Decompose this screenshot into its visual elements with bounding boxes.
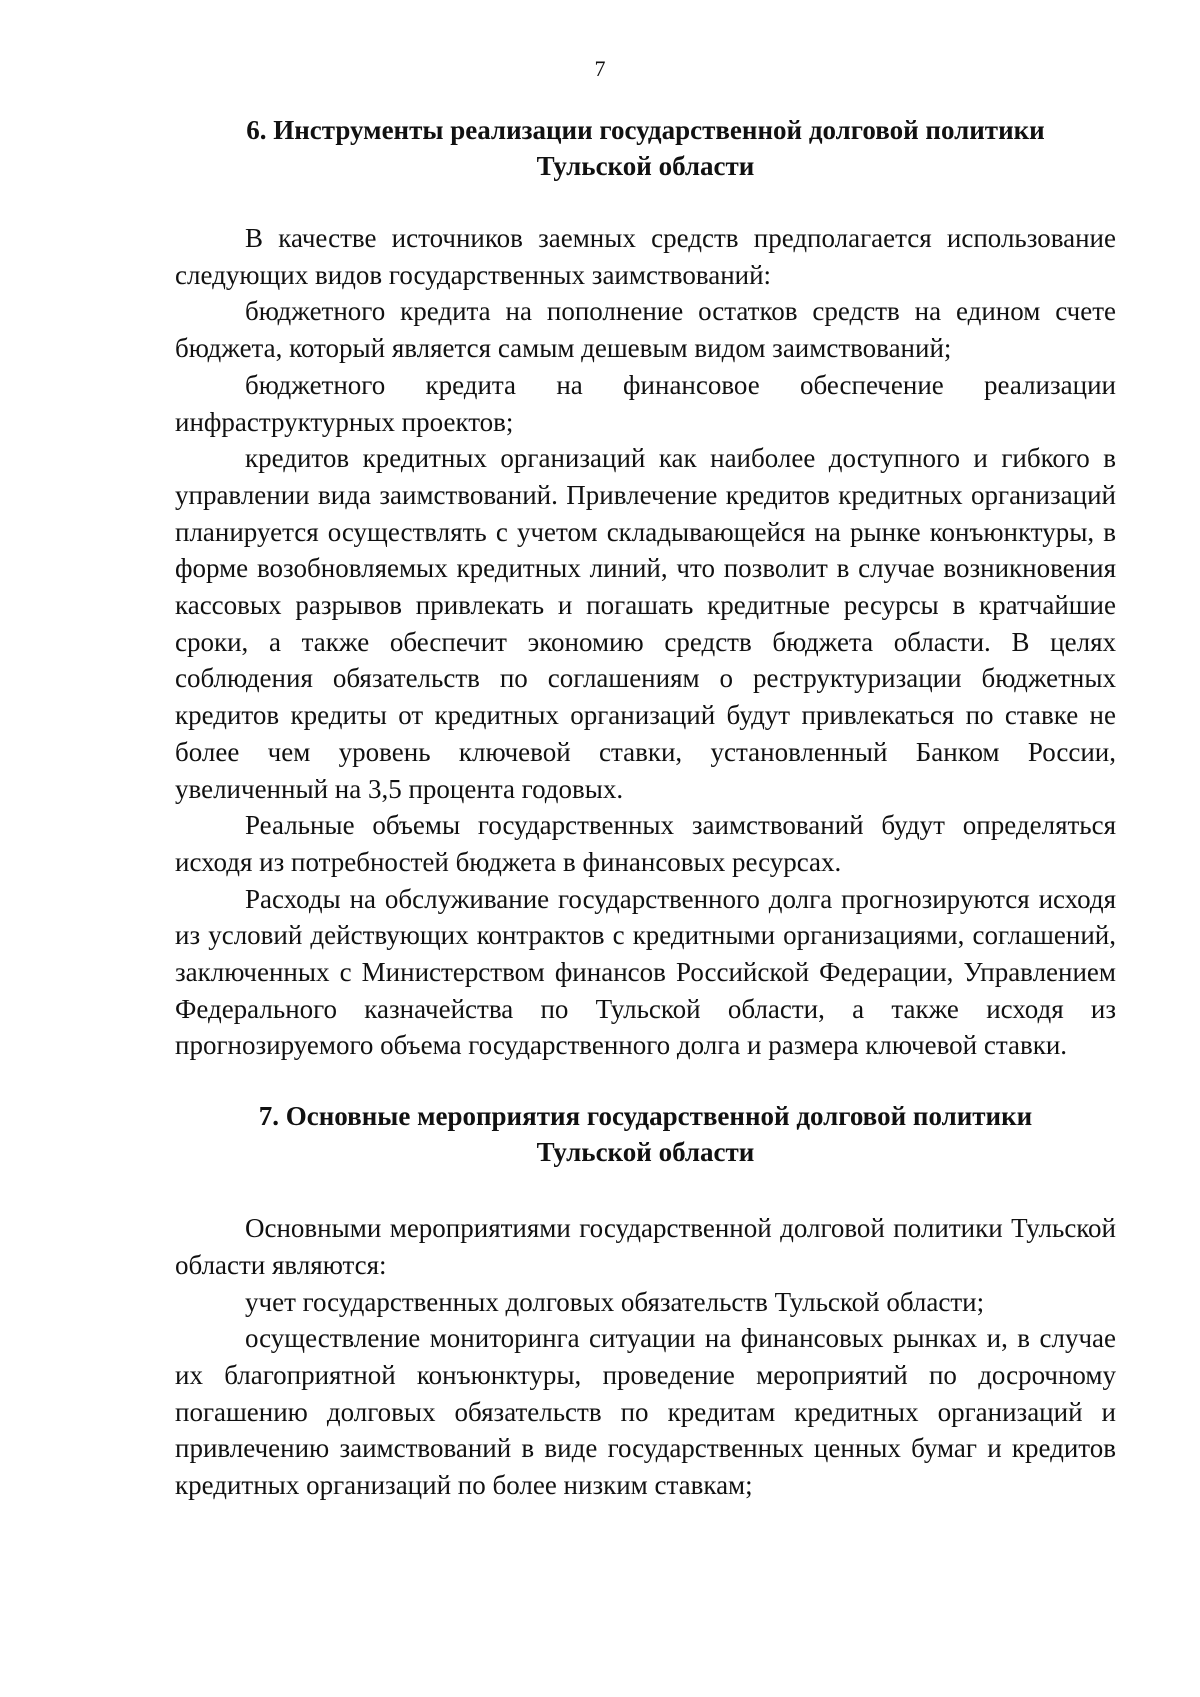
page-number: 7 — [594, 56, 606, 81]
section-7-paragraph: осуществление мониторинга ситуации на финансовых рынках и, в случае их благоприятной конъюнктуры, проведение мероприятий по досрочному погашению долговых обязательств по кредитам кредитных организаций и привлечению заимствований в виде государственных ценных бумаг и кредитов кредитных организаций по более низким ставкам; — [175, 1323, 1116, 1501]
section-7-paragraph: учет государственных долговых обязательств Тульской области; — [245, 1286, 985, 1317]
section-6-heading-line-2: Тульской области — [536, 151, 755, 181]
section-6-paragraph: бюджетного кредита на пополнение остатков средств на едином счете бюджета, который является самым дешевым видом заимствований; — [175, 296, 1116, 364]
section-6-paragraph: В качестве источников заемных средств предполагается использование следующих видов государственных заимствований: — [175, 223, 1116, 290]
document-body — [175, 112, 1116, 1504]
section-6-heading-line-1: 6. Инструменты реализации государственной долговой политики — [246, 115, 1045, 145]
section-6-paragraph: Расходы на обслуживание государственного долга прогнозируются исходя из условий действующих контрактов с кредитными организациями, соглашений, заключенных с Министерством финансов Российской Федерации, Управлением Федерального казначейства по Тульской области, а также исходя из прогнозируемого объема государственного долга и размера ключевой ставки. — [175, 883, 1116, 1061]
section-6-paragraph: Реальные объемы государственных заимствований будут определяться исходя из потребностей бюджета в финансовых ресурсах. — [175, 810, 1116, 877]
section-6-paragraph: кредитов кредитных организаций как наиболее доступного и гибкого в управлении вида заимствований. Привлечение кредитов кредитных организаций планируется осуществлять с учетом складывающейся на рынке конъюнктуры, в форме возобновляемых кредитных линий, что позволит в случае возникновения кассовых разрывов привлекать и погашать кредитные ресурсы в кратчайшие сроки, а также обеспечит экономию средств бюджета области. В целях соблюдения обязательств по соглашениям о реструктуризации бюджетных кредитов кредиты от кредитных организаций будут привлекаться по ставке не более чем уровень ключевой ставки, установленный Банком России, увеличенный на 3,5 процента годовых. — [175, 443, 1116, 804]
section-6-heading — [175, 112, 1116, 184]
section-7-heading-line-1: 7. Основные мероприятия государственной долговой политики — [258, 1101, 1033, 1132]
section-6-paragraph: бюджетного кредита на финансовое обеспечение реализации инфраструктурных проектов; — [175, 369, 1116, 437]
section-7-heading-line-2: Тульской области — [536, 1137, 755, 1168]
section-7-heading — [175, 1098, 1116, 1170]
section-7-paragraph: Основными мероприятиями государственной долговой политики Тульской области являются: — [175, 1213, 1116, 1280]
